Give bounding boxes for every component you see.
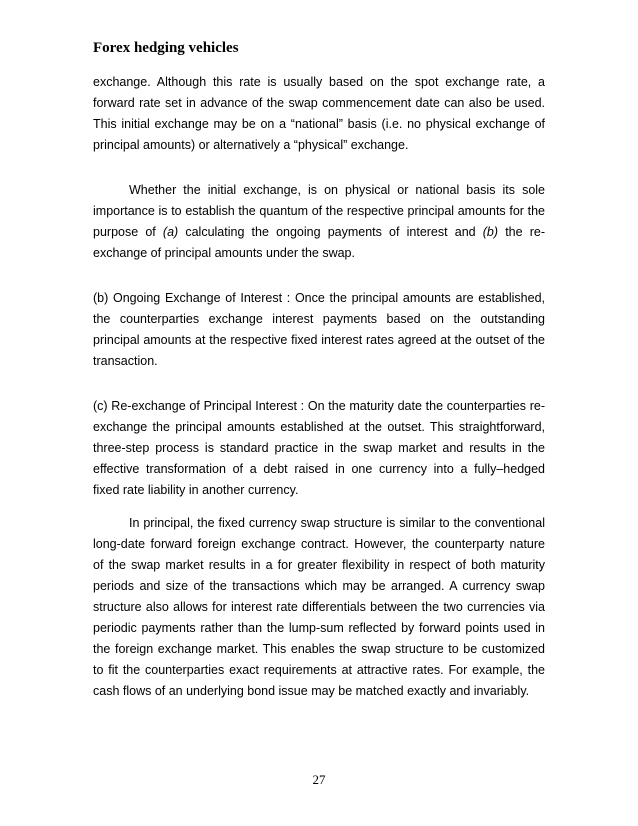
text-line <box>93 180 545 201</box>
text-line <box>93 222 545 243</box>
text-line: transaction. <box>93 354 158 368</box>
text-line: principal amounts) or alternatively a “physical” exchange. <box>93 138 409 152</box>
text-line: the counterparties exchange interest payments based on the outstanding <box>93 312 545 326</box>
italic-marker: (b) <box>482 225 499 239</box>
text-line: (b) Ongoing Exchange of Interest : Once the principal amounts are established, <box>93 291 545 305</box>
paragraph-fixed-currency-swap-structure <box>93 513 545 702</box>
text-line: periodic payments rather than the lump-sum reflected by forward points used in <box>93 621 545 635</box>
page-number: 27 <box>312 772 326 787</box>
text-line: long-date forward foreign exchange contract. However, the counterparty nature <box>93 537 545 551</box>
text-line: structure also allows for interest rate differentials between the two currencies via <box>93 600 545 614</box>
text-line: of the swap market results in a for greater flexibility in respect of both maturity <box>93 558 545 572</box>
text-line: exchange of principal amounts under the swap. <box>93 246 355 260</box>
paragraph-initial-exchange-continued <box>93 72 545 156</box>
paragraph-re-exchange-of-principal <box>93 396 545 501</box>
text-line: (c) Re-exchange of Principal Interest : On the maturity date the counterparties re- <box>93 399 545 413</box>
text-line: This initial exchange may be on a “national” basis (i.e. no physical exchange of <box>93 117 545 131</box>
text-line: exchange the principal amounts established at the outset. This straightforward, <box>93 420 545 434</box>
paragraph-ongoing-exchange-of-interest <box>93 288 545 372</box>
text-line: three-step process is standard practice in the swap market and results in the <box>93 441 545 455</box>
text-line: fixed rate liability in another currency. <box>93 483 299 497</box>
text-line: the foreign exchange market. This enables the swap structure to be customized <box>93 642 545 656</box>
text-line: forward rate set in advance of the swap commencement date can also be used. <box>93 96 545 110</box>
text-line: periods and size of the transactions which may be arranged. A currency swap <box>93 579 545 593</box>
text-line-content: Whether the initial exchange, is on physical or national basis its sole <box>129 183 545 197</box>
italic-marker: (a) <box>162 225 179 239</box>
paragraph-initial-exchange-importance <box>93 180 545 264</box>
page-header-title: Forex hedging vehicles <box>93 40 239 56</box>
text-line-content: In principal, the fixed currency swap structure is similar to the conventional <box>129 516 545 530</box>
text-line-content: purpose of (a) calculating the ongoing payments of interest and (b) the re- <box>93 225 545 239</box>
text-line: to fit the counterparties exact requirements at attractive rates. For example, the <box>93 663 545 677</box>
text-line: principal amounts at the respective fixed interest rates agreed at the outset of the <box>93 333 545 347</box>
text-line: exchange. Although this rate is usually based on the spot exchange rate, a <box>93 75 545 89</box>
text-line: importance is to establish the quantum of the respective principal amounts for the <box>93 204 545 218</box>
text-line: cash flows of an underlying bond issue may be matched exactly and invariably. <box>93 684 530 698</box>
text-line: effective transformation of a debt raised in one currency into a fully–hedged <box>93 462 545 476</box>
text-line <box>93 513 545 534</box>
